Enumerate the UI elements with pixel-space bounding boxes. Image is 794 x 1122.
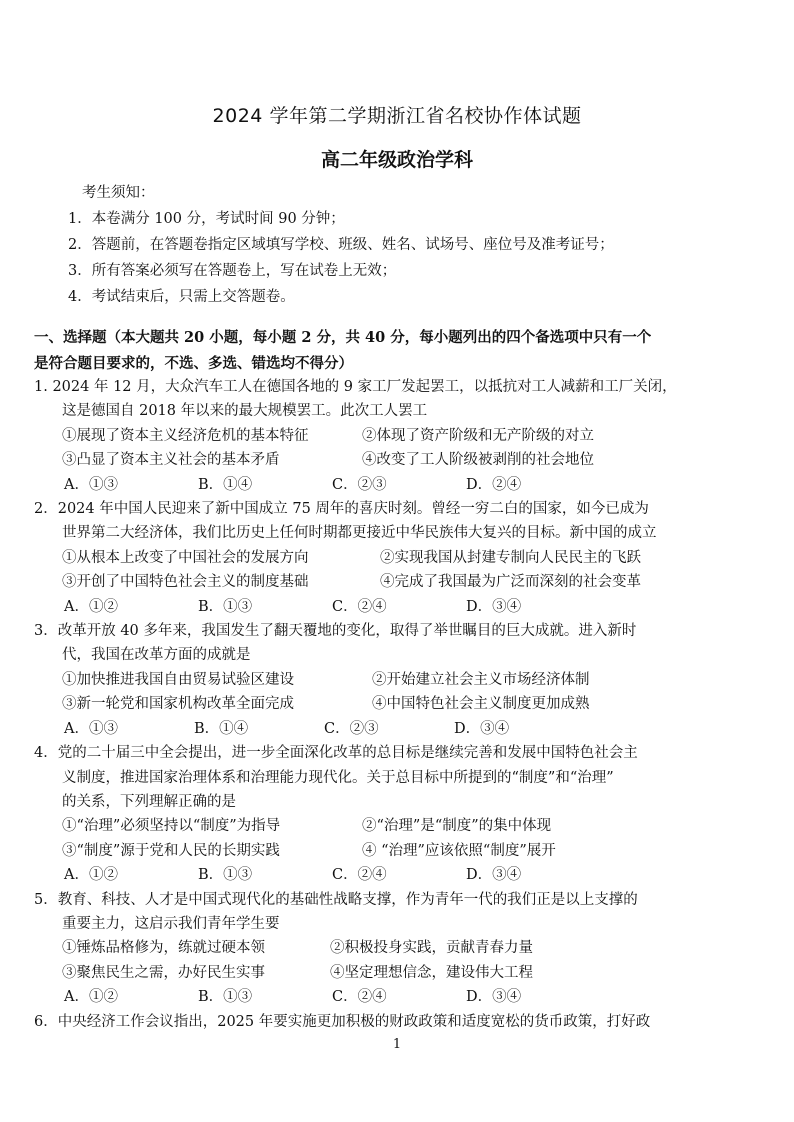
question-4 [34,741,754,887]
answer-row [34,985,754,1009]
answer-choice: C．②③ [324,720,379,737]
option: ②开始建立社会主义市场经济体制 [372,671,590,688]
question-stem-cont: 义制度，推进国家治理体系和治理能力现代化。关于总目标中所提到的“制度”和“治理” [62,769,614,786]
option-row [34,448,754,472]
answer-choice: C．②④ [332,867,387,884]
answer-choice: D．③④ [454,720,510,737]
notice-heading: 考生须知： [82,185,155,201]
answer-row [34,595,754,619]
answer-choice: C．②③ [332,476,387,493]
answer-choice: B．①④ [194,720,249,737]
option: ④坚定理想信念，建设伟大工程 [330,964,533,981]
question-stem-cont: 的关系，下列理解正确的是 [62,793,236,810]
option: ①“治理”必须坚持以“制度”为指导 [62,818,281,835]
question-stem: 1. 2024 年 12 月，大众汽车工人在德国各地的 9 家工厂发起罢工，以抵抗对工人减薪和工厂关闭， [34,379,677,395]
answer-choice: A．①② [64,867,118,884]
answer-choice: D．③④ [466,598,522,615]
answer-choice: D．②④ [466,476,522,493]
option-row [34,936,754,960]
section-heading-line: 一、选择题（本大题共 20 小题，每小题 2 分，共 40 分，每小题列出的四个备选项中只有一个 [34,329,652,346]
option-row [34,839,754,863]
notice-item: 2．答题前，在答题卷指定区域填写学校、班级、姓名、试场号、座位号及准考证号； [68,237,614,253]
question-list [34,375,754,1034]
question-stem: 2．2024 年中国人民迎来了新中国成立 75 周年的喜庆时刻。曾经一穷二白的国家，如今已成为 [34,501,649,518]
option: ①展现了资本主义经济危机的基本特征 [62,427,309,444]
option: ④改变了工人阶级被剥削的社会地位 [362,452,594,469]
question-stem: 3．改革开放 40 多年来，我国发生了翻天覆地的变化，取得了举世瞩目的巨大成就。进入新时 [34,623,637,640]
question-stem-cont: 这是德国自 2018 年以来的最大规模罢工。此次工人罢工 [62,403,428,420]
answer-choice: C．②④ [332,598,387,615]
question-stem-cont: 重要主力，这启示我们青年学生要 [62,915,280,932]
exam-notice [56,180,614,310]
answer-choice: D．③④ [466,989,522,1006]
answer-row [34,863,754,887]
question-3 [34,619,754,741]
option: ②体现了资产阶级和无产阶级的对立 [362,427,594,444]
option-row [34,570,754,594]
option: ②实现我国从封建专制向人民民主的飞跃 [380,549,641,566]
option: ③“制度”源于党和人民的长期实践 [62,842,280,859]
exam-subtitle: 高二年级政治学科 [320,149,473,171]
option-row [34,692,754,716]
option: ②积极投身实践，贡献青春力量 [330,940,533,957]
exam-title: 2024 学年第二学期浙江省名校协作体试题 [212,105,582,127]
section-heading [34,325,754,377]
answer-row [34,473,754,497]
answer-choice: A．①③ [64,720,118,737]
answer-choice: D．③④ [466,867,522,884]
option: ④ “治理”应该依照“制度”展开 [362,842,556,859]
option: ③开创了中国特色社会主义的制度基础 [62,574,309,591]
question-stem: 6．中央经济工作会议指出，2025 年要实施更加积极的财政政策和适度宽松的货币政策，打好政 [34,1013,651,1030]
option-row [34,961,754,985]
option: ①锤炼品格修为，练就过硬本领 [62,940,265,957]
question-5 [34,888,754,1010]
answer-choice: B．①④ [198,476,253,493]
option: ②“治理”是“制度”的集中体现 [362,818,552,835]
option: ③新一轮党和国家机构改革全面完成 [62,696,294,713]
option: ①加快推进我国自由贸易试验区建设 [62,671,294,688]
question-stem: 4．党的二十届三中全会提出，进一步全面深化改革的总目标是继续完善和发展中国特色社会主 [34,745,638,762]
notice-item: 4．考试结束后，只需上交答题卷。 [68,289,295,305]
question-stem-cont: 世界第二大经济体，我们比历史上任何时期都更接近中华民族伟大复兴的目标。新中国的成立 [62,525,657,542]
option-row [34,424,754,448]
option-row [34,814,754,838]
question-1 [34,375,754,497]
question-6 [34,1010,754,1034]
answer-choice: A．①③ [64,476,118,493]
notice-item: 3．所有答案必须写在答题卷上，写在试卷上无效； [68,263,397,279]
option: ④中国特色社会主义制度更加成熟 [372,696,590,713]
question-2 [34,497,754,619]
answer-row [34,717,754,741]
answer-choice: B．①③ [198,989,253,1006]
notice-item: 1．本卷满分 100 分，考试时间 90 分钟； [68,211,345,227]
question-stem-cont: 代，我国在改革方面的成就是 [62,647,251,664]
answer-choice: C．②④ [332,989,387,1006]
answer-choice: B．①③ [198,867,253,884]
section-heading-line: 是符合题目要求的，不选、多选、错选均不得分） [34,355,353,372]
page-number: 1 [392,1037,402,1052]
answer-choice: A．①② [64,598,118,615]
option-row [34,668,754,692]
question-stem: 5．教育、科技、人才是中国式现代化的基础性战略支撑，作为青年一代的我们正是以上支撑的 [34,891,638,908]
answer-choice: B．①③ [198,598,253,615]
option-row [34,546,754,570]
answer-choice: A．①② [64,989,118,1006]
option: ④完成了我国最为广泛而深刻的社会变革 [380,574,641,591]
option: ③聚焦民生之需，办好民生实事 [62,964,265,981]
option: ①从根本上改变了中国社会的发展方向 [62,549,309,566]
option: ③凸显了资本主义社会的基本矛盾 [62,452,280,469]
